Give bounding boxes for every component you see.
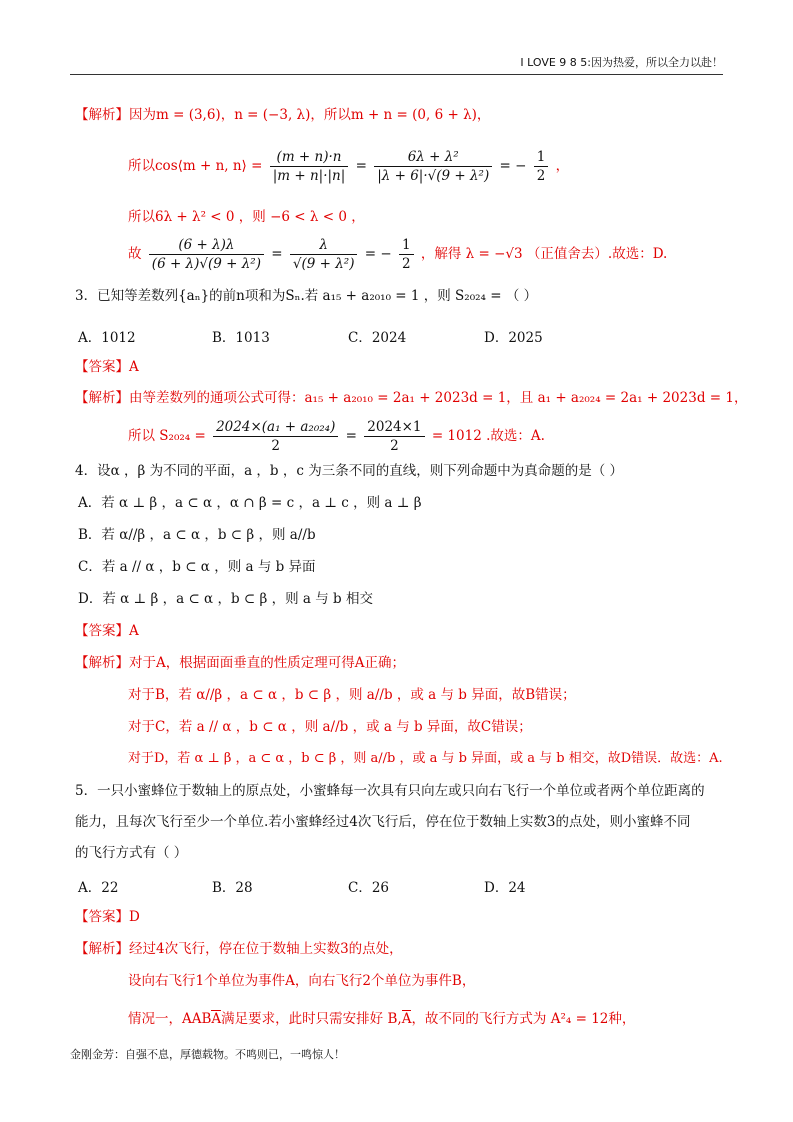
q5-solution-line2: 设向右飞行1个单位为事件A，向右飞行2个单位为事件B， xyxy=(128,973,476,989)
q3-option-c: C．2024 xyxy=(348,330,407,346)
q3-fraction-1: $\frac{\text{2024×(a₁ + a₂₀₂₄)}}{2}$ xyxy=(213,418,338,455)
q5-option-c: C．26 xyxy=(348,880,390,896)
page-header: I LOVE 9 8 5:因为热爱，所以全力以赴！ xyxy=(70,56,723,75)
q2-cos-label: 所以cos⟨m + n, n⟩ = xyxy=(128,158,263,174)
q3-option-b: B．1013 xyxy=(212,330,270,346)
q2-fraction-2: $\frac{\text{6λ + λ²}}{\text{|λ + 6|·√(9 + λ²)}}$ xyxy=(374,148,492,185)
q3-fraction-2: $\frac{2024\times 1}{2}$ xyxy=(364,418,424,455)
q2-text: 因为m = (3,6)，n = (−3, λ)，所以m + n = (0, 6 + λ)， xyxy=(129,107,491,123)
page-footer: 金刚金芳：自强不息，厚德载物。不鸣则已，一鸣惊人！ xyxy=(70,1048,345,1061)
q3-option-a: A．1012 xyxy=(78,330,136,346)
q3-option-d: D．2025 xyxy=(484,330,543,346)
q5-stem-line1: 5．一只小蜜蜂位于数轴上的原点处，小蜜蜂每一次具有只向左或只向右飞行一个单位或者两个单位距离的 xyxy=(75,783,705,799)
q2-fraction-6: $\frac{1}{2}$ xyxy=(399,236,414,273)
q4-option-a: A．若 α ⊥ β ，a ⊂ α ，α ∩ β = c ，a ⊥ c ，则 a ⊥ β xyxy=(78,495,422,511)
q3-stem: 3．已知等差数列{aₙ}的前n项和为Sₙ.若 a₁₅ + a₂₀₁₀ = 1 ，则 S₂₀₂₄ = （ ） xyxy=(75,288,538,304)
q5-stem-line2: 能力，且每次飞行至少一个单位.若小蜜蜂经过4次飞行后，停在位于数轴上实数3的点处，则小蜜蜂不同 xyxy=(75,814,691,830)
q2-fraction-5: $\frac{\lambda}{\text{√(9 + λ²)}}$ xyxy=(290,236,358,273)
q4-answer: 【答案】A xyxy=(75,623,139,639)
q4-solution-line4: 对于D，若 α ⊥ β ，a ⊂ α ，b ⊂ β ，则 a//b ，或 a 与 b 异面，或 a 与 b 相交，故D错误．故选：A. xyxy=(128,751,723,766)
q5-option-b: B．28 xyxy=(212,880,253,896)
q4-solution-line3: 对于C，若 a // α ，b ⊂ α ，则 a//b ，或 a 与 b 异面，故C错误； xyxy=(128,719,532,735)
q2-fraction-3: $\frac{1}{2}$ xyxy=(534,148,549,185)
q4-option-c: C．若 a // α ，b ⊂ α ，则 a 与 b 异面 xyxy=(78,559,316,575)
q4-stem: 4．设α ，β 为不同的平面，a ，b ，c 为三条不同的直线，则下列命题中为真命题的是（ ） xyxy=(75,463,624,479)
q2-fraction-1: $\frac{(m + n)\cdot n}{|m + n|\cdot|n|}$ xyxy=(270,148,349,185)
q2-solution-line1 xyxy=(75,106,490,124)
q5-solution-line3: 情况一，AABA满足要求，此时只需安排好 B,A，故不同的飞行方式为 A²₄ = 12种， xyxy=(128,1011,636,1027)
q5-answer: 【答案】D xyxy=(75,909,140,925)
q3-solution-line2: 所以 S₂₀₂₄ = $\frac{\text{2024×(a₁ + a₂₀₂₄)}}{2}$ = $\frac{2024\times 1}{2}$ = 1012 .故选：A. xyxy=(128,419,545,454)
q4-solution-line1: 【解析】对于A，根据面面垂直的性质定理可得A正确； xyxy=(75,655,405,671)
q5-option-a: A．22 xyxy=(78,880,119,896)
q2-solution-line4: 故 $\frac{(6 + \lambda)\lambda}{\text{(6 + λ)√(9 + λ²)}}$ = $\frac{\lambda}{\text{√(9 + λ²)}}$ = − $\frac{1}{2}$ ，解得 λ = −√3 （正值舍去）.故选：D. xyxy=(128,237,668,272)
q3-solution-line1: 【解析】由等差数列的通项公式可得：a₁₅ + a₂₀₁₀ = 2a₁ + 2023d = 1，且 a₁ + a₂₀₂₄ = 2a₁ + 2023d = 1， xyxy=(75,390,748,406)
q2-solution-line2: 所以cos⟨m + n, n⟩ = $\frac{(m + n)\cdot n}{|m + n|\cdot|n|}$ = $\frac{\text{6λ + λ²}}{\text{|λ + 6|·√(9 + λ²)}}$ = − $\frac{1}{2}$ ， xyxy=(128,149,570,184)
q4-option-d: D．若 α ⊥ β ，a ⊂ α ，b ⊂ β ，则 a 与 b 相交 xyxy=(78,591,373,607)
q4-solution-line2: 对于B，若 α//β ，a ⊂ α ，b ⊂ β ，则 a//b ，或 a 与 b 异面，故B错误； xyxy=(128,687,576,703)
q5-option-d: D．24 xyxy=(484,880,526,896)
q2-fraction-4: $\frac{(6 + \lambda)\lambda}{\text{(6 + λ)√(9 + λ²)}}$ xyxy=(149,236,264,273)
q5-solution-line1: 【解析】经过4次飞行，停在位于数轴上实数3的点处， xyxy=(75,941,403,957)
q4-option-b: B．若 α//β ，a ⊂ α ，b ⊂ β ，则 a//b xyxy=(78,527,316,543)
q5-stem-line3: 的飞行方式有（ ） xyxy=(75,845,188,861)
analysis-tag: 【解析】 xyxy=(75,107,129,123)
q2-solution-line3: 所以6λ + λ² < 0 ，则 −6 < λ < 0 ， xyxy=(128,209,365,225)
q3-answer: 【答案】A xyxy=(75,359,139,375)
